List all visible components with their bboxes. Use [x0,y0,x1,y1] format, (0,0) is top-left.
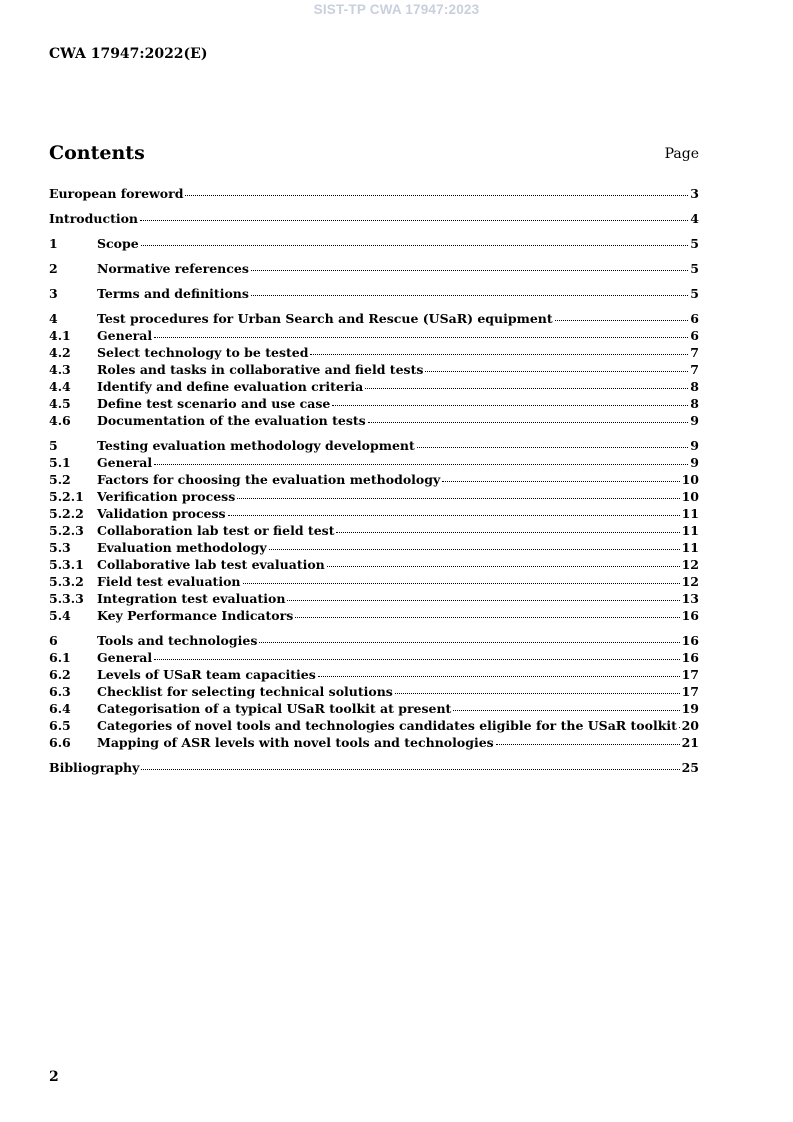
leader-dots [243,574,680,586]
toc-entry-page: 11 [681,523,699,538]
toc-entry[interactable] [49,700,699,717]
toc-entry[interactable] [49,344,699,361]
toc-entry-title: Validation process [97,506,226,521]
toc-entry-page: 8 [690,396,699,411]
toc-entry-number: 5.2.2 [49,506,84,521]
leader-dots [368,413,689,425]
toc-entry[interactable] [49,539,699,556]
toc-entry-number: 5 [49,438,58,453]
toc-entry-title: Define test scenario and use case [97,396,331,411]
toc-entry-number: 4.5 [49,396,71,411]
toc-entry-page: 20 [681,718,699,733]
leader-dots [154,650,679,662]
toc-entry-title: Tools and technologies [97,633,258,648]
toc-entry-page: 5 [690,286,699,301]
toc-entry-number: 5.2.1 [49,489,84,504]
toc-entry-title: Normative references [97,261,249,276]
toc-entry[interactable] [49,210,699,227]
leader-dots [365,379,688,391]
toc-entry-page: 17 [681,684,699,699]
page-number: 2 [49,1069,59,1085]
toc-entry-title: Checklist for selecting technical solutions [97,684,393,699]
toc-entry[interactable] [49,649,699,666]
toc-entry[interactable] [49,505,699,522]
leader-dots [287,591,679,603]
leader-dots [496,735,680,747]
toc-entry-number: 5.3.3 [49,591,84,606]
toc-entry[interactable] [49,683,699,700]
toc-entry-title: Categories of novel tools and technologies candidates eligible for the USaR toolkit [97,718,677,733]
toc-entry-page: 9 [690,438,699,453]
toc-entry-number: 2 [49,261,58,276]
leader-dots [453,701,679,713]
toc-entry[interactable] [49,285,699,302]
toc-entry-title: Bibliography [49,760,140,775]
toc-entry-number: 5.3.2 [49,574,84,589]
toc-entry-page: 9 [690,455,699,470]
toc-entry-number: 5.3.1 [49,557,84,572]
toc-entry-page: 19 [681,701,699,716]
toc-entry[interactable] [49,632,699,649]
toc-entry-title: Collaborative lab test evaluation [97,557,325,572]
leader-dots [251,261,688,273]
toc-entry[interactable] [49,717,699,734]
toc-entry-number: 5.2 [49,472,71,487]
toc-entry-title: Verification process [97,489,236,504]
toc-entry-title: Identify and define evaluation criteria [97,379,364,394]
leader-dots [417,438,689,450]
toc-entry-page: 11 [681,506,699,521]
toc-entry-number: 5.4 [49,608,71,623]
table-of-contents [49,185,699,776]
leader-dots [442,472,679,484]
leader-dots [237,489,679,501]
toc-entry[interactable] [49,471,699,488]
toc-entry-page: 25 [681,760,699,775]
leader-dots [336,523,679,535]
toc-entry[interactable] [49,607,699,624]
leader-dots [141,236,689,248]
toc-entry[interactable] [49,378,699,395]
leader-dots [154,328,688,340]
document-id: CWA 17947:2022(E) [49,46,208,62]
toc-entry-title: Testing evaluation methodology development [97,438,415,453]
leader-dots [555,311,689,323]
toc-entry-page: 5 [690,261,699,276]
toc-entry-page: 6 [690,311,699,326]
toc-entry-number: 6.1 [49,650,71,665]
toc-entry[interactable] [49,522,699,539]
toc-entry-number: 1 [49,236,58,251]
toc-entry[interactable] [49,666,699,683]
toc-entry-page: 8 [690,379,699,394]
toc-entry[interactable] [49,361,699,378]
toc-entry-page: 11 [681,540,699,555]
toc-entry-title: Levels of USaR team capacities [97,667,316,682]
toc-entry-number: 6.3 [49,684,71,699]
toc-entry-title: Mapping of ASR levels with novel tools and technologies [97,735,494,750]
toc-entry-page: 4 [690,211,699,226]
toc-entry-number: 4 [49,311,58,326]
toc-entry[interactable] [49,759,699,776]
toc-entry-page: 10 [681,489,699,504]
toc-entry-number: 6.5 [49,718,71,733]
toc-entry-page: 6 [690,328,699,343]
watermark: SIST-TP CWA 17947:2023 [313,2,480,17]
leader-dots [259,633,679,645]
toc-entry[interactable] [49,412,699,429]
toc-entry[interactable] [49,556,699,573]
toc-entry-title: Introduction [49,211,139,226]
toc-entry-page: 7 [690,362,699,377]
toc-entry[interactable] [49,454,699,471]
toc-entry-number: 4.4 [49,379,71,394]
toc-entry-page: 3 [690,186,699,201]
toc-entry-page: 5 [690,236,699,251]
toc-entry[interactable] [49,185,699,202]
toc-entry-title: European foreword [49,186,184,201]
toc-entry-page: 16 [681,608,699,623]
toc-entry-page: 12 [681,557,699,572]
toc-entry-title: Categorisation of a typical USaR toolkit at present [97,701,452,716]
toc-entry[interactable] [49,395,699,412]
toc-entry[interactable] [49,734,699,751]
leader-dots [154,455,688,467]
toc-entry-number: 6.2 [49,667,71,682]
toc-entry-number: 4.1 [49,328,71,343]
toc-entry-title: Evaluation methodology [97,540,267,555]
leader-dots [295,608,679,620]
leader-dots [395,684,680,696]
toc-entry-page: 12 [681,574,699,589]
toc-entry-title: Scope [97,236,139,251]
leader-dots [425,362,688,374]
toc-entry-number: 6.4 [49,701,71,716]
toc-entry-page: 7 [690,345,699,360]
leader-dots [332,396,688,408]
leader-dots [679,718,680,730]
toc-entry[interactable] [49,573,699,590]
toc-entry-title: General [97,650,153,665]
toc-entry[interactable] [49,235,699,252]
toc-entry-page: 13 [681,591,699,606]
toc-entry[interactable] [49,327,699,344]
toc-entry-number: 4.2 [49,345,71,360]
toc-entry-number: 6.6 [49,735,71,750]
toc-entry-number: 6 [49,633,58,648]
toc-entry-title: Key Performance Indicators [97,608,294,623]
toc-entry-title: Factors for choosing the evaluation methodology [97,472,441,487]
toc-entry[interactable] [49,590,699,607]
toc-entry-page: 10 [681,472,699,487]
toc-entry-title: General [97,328,153,343]
leader-dots [310,345,688,357]
toc-entry-title: Terms and definitions [97,286,249,301]
leader-dots [141,760,679,772]
toc-entry-title: Integration test evaluation [97,591,286,606]
toc-entry-number: 3 [49,286,58,301]
toc-entry-page: 16 [681,633,699,648]
toc-entry-title: Test procedures for Urban Search and Rescue (USaR) equipment [97,311,553,326]
toc-entry[interactable] [49,310,699,327]
leader-dots [318,667,680,679]
contents-heading: Contents [49,142,145,164]
toc-entry-title: Field test evaluation [97,574,241,589]
toc-entry-number: 4.6 [49,413,71,428]
toc-entry-number: 5.3 [49,540,71,555]
toc-entry[interactable] [49,488,699,505]
toc-entry-page: 9 [690,413,699,428]
toc-entry-page: 21 [681,735,699,750]
toc-entry-title: Select technology to be tested [97,345,309,360]
toc-entry-title: General [97,455,153,470]
toc-entry-page: 17 [681,667,699,682]
page-column-label: Page [664,146,699,162]
toc-entry-number: 4.3 [49,362,71,377]
leader-dots [251,286,688,298]
leader-dots [327,557,680,569]
toc-entry-title: Roles and tasks in collaborative and field tests [97,362,424,377]
toc-entry-number: 5.1 [49,455,71,470]
toc-entry[interactable] [49,260,699,277]
toc-entry-title: Collaboration lab test or field test [97,523,335,538]
toc-entry[interactable] [49,437,699,454]
leader-dots [140,211,688,223]
toc-entry-number: 5.2.3 [49,523,84,538]
leader-dots [228,506,680,518]
toc-entry-page: 16 [681,650,699,665]
leader-dots [185,186,688,198]
toc-entry-title: Documentation of the evaluation tests [97,413,366,428]
leader-dots [269,540,680,552]
